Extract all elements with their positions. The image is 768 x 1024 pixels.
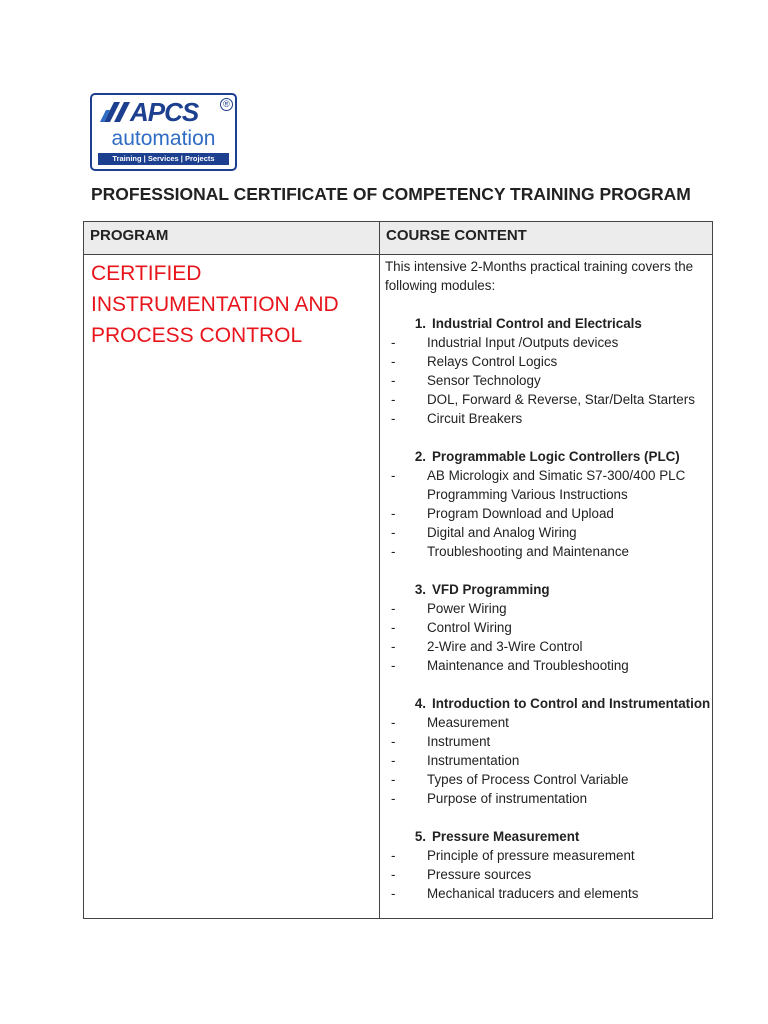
document-title: PROFESSIONAL CERTIFICATE OF COMPETENCY TRAINING PROGRAM [91, 184, 691, 204]
list-item-text: Sensor Technology [427, 373, 541, 388]
module-3 [385, 580, 712, 675]
dash-bullet: - [391, 848, 396, 863]
logo-top-row [92, 98, 235, 126]
module-1 [385, 314, 712, 428]
module-number: 3. [414, 582, 426, 597]
list-item-text: Relays Control Logics [427, 354, 558, 369]
module-list [385, 314, 712, 903]
list-item [385, 884, 712, 903]
list-item-text: Troubleshooting and Maintenance [427, 544, 629, 559]
list-item-text: Pressure sources [427, 867, 532, 882]
list-item [385, 542, 712, 561]
dash-bullet: - [391, 601, 396, 616]
dash-bullet: - [391, 734, 396, 749]
header-course-content: COURSE CONTENT [380, 222, 713, 255]
module-title-row [385, 580, 712, 599]
dash-bullet: - [391, 506, 396, 521]
list-item [385, 409, 712, 428]
module-title: Programmable Logic Controllers (PLC) [432, 449, 680, 464]
list-item-text: DOL, Forward & Reverse, Star/Delta Starters [427, 392, 695, 407]
logo-tagline: Training | Services | Projects [98, 153, 229, 165]
program-name: CERTIFIED INSTRUMENTATION AND PROCESS CONTROL [91, 262, 339, 347]
module-title: VFD Programming [432, 582, 550, 597]
dash-bullet: - [391, 658, 396, 673]
module-title-row [385, 827, 712, 846]
apcs-logo [90, 93, 237, 171]
dash-bullet: - [391, 886, 396, 901]
list-item [385, 865, 712, 884]
program-cell [84, 255, 380, 919]
list-item [385, 352, 712, 371]
list-item-text: AB Micrologix and Simatic S7-300/400 PLC Programming Various Instructions [427, 468, 686, 502]
list-item-text: 2-Wire and 3-Wire Control [427, 639, 583, 654]
list-item-text: Digital and Analog Wiring [427, 525, 577, 540]
list-item-text: Power Wiring [427, 601, 507, 616]
list-item [385, 618, 712, 637]
module-4 [385, 694, 712, 808]
list-item [385, 846, 712, 865]
list-item [385, 751, 712, 770]
module-number: 1. [414, 316, 426, 331]
dash-bullet: - [391, 791, 396, 806]
list-item-text: Maintenance and Troubleshooting [427, 658, 629, 673]
list-item [385, 732, 712, 751]
table-row [84, 255, 713, 919]
list-item [385, 504, 712, 523]
list-item [385, 390, 712, 409]
module-number: 2. [414, 449, 426, 464]
course-intro: This intensive 2-Months practical training covers the following modules: [385, 259, 694, 293]
dash-bullet: - [391, 544, 396, 559]
list-item [385, 599, 712, 618]
list-item-text: Control Wiring [427, 620, 512, 635]
list-item-text: Instrumentation [427, 753, 520, 768]
dash-bullet: - [391, 335, 396, 350]
dash-bullet: - [391, 525, 396, 540]
list-item [385, 523, 712, 542]
list-item-text: Measurement [427, 715, 509, 730]
dash-bullet: - [391, 468, 396, 483]
module-2 [385, 447, 712, 561]
list-item-text: Circuit Breakers [427, 411, 523, 426]
list-item-text: Types of Process Control Variable [427, 772, 629, 787]
list-item-text: Instrument [427, 734, 491, 749]
list-item [385, 770, 712, 789]
list-item [385, 466, 712, 504]
module-title-row [385, 694, 712, 713]
list-item [385, 789, 712, 808]
list-item-text: Program Download and Upload [427, 506, 614, 521]
list-item [385, 371, 712, 390]
list-item-text: Principle of pressure measurement [427, 848, 635, 863]
header-program: PROGRAM [84, 222, 380, 255]
dash-bullet: - [391, 639, 396, 654]
dash-bullet: - [391, 392, 396, 407]
dash-bullet: - [391, 753, 396, 768]
module-title-row [385, 314, 712, 333]
program-table [83, 221, 713, 919]
dash-bullet: - [391, 354, 396, 369]
list-item-text: Industrial Input /Outputs devices [427, 335, 619, 350]
logo-brand: APCS [130, 97, 199, 127]
module-number: 5. [414, 829, 426, 844]
list-item [385, 637, 712, 656]
table-header-row [84, 222, 713, 255]
list-item-text: Purpose of instrumentation [427, 791, 588, 806]
list-item-text: Mechanical traducers and elements [427, 886, 639, 901]
dash-bullet: - [391, 772, 396, 787]
dash-bullet: - [391, 373, 396, 388]
list-item [385, 333, 712, 352]
registered-mark: ® [220, 98, 233, 111]
module-title: Introduction to Control and Instrumentation [432, 696, 711, 711]
dash-bullet: - [391, 867, 396, 882]
module-number: 4. [414, 696, 426, 711]
dash-bullet: - [391, 411, 396, 426]
list-item [385, 713, 712, 732]
module-title: Pressure Measurement [432, 829, 580, 844]
list-item [385, 656, 712, 675]
module-5 [385, 827, 712, 903]
logo-subtitle: automation [111, 127, 216, 150]
module-title: Industrial Control and Electricals [432, 316, 642, 331]
module-title-row [385, 447, 712, 466]
dash-bullet: - [391, 620, 396, 635]
course-content [380, 255, 712, 903]
logo-mark-icon [100, 100, 130, 124]
course-content-cell [380, 255, 713, 919]
dash-bullet: - [391, 715, 396, 730]
